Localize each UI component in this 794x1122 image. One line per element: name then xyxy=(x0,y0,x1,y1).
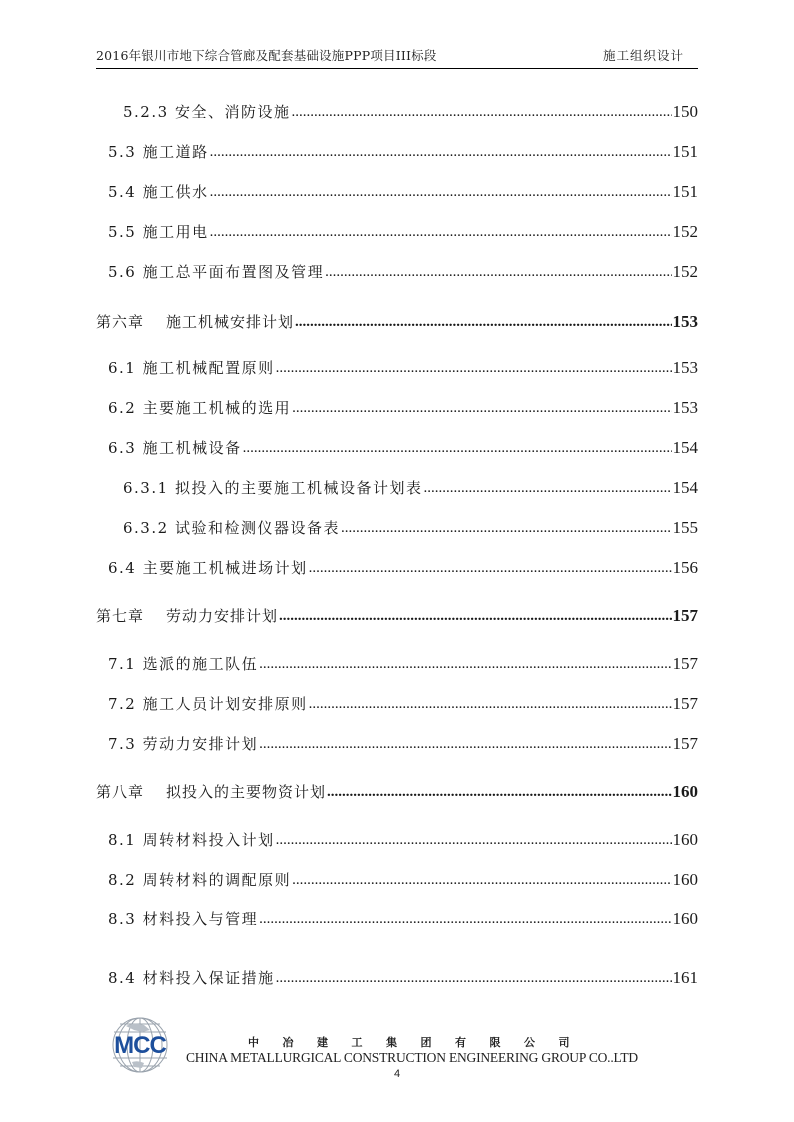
toc-entry-6-3-1[interactable] xyxy=(123,474,698,498)
toc-page: 160 xyxy=(672,830,698,849)
toc-page: 157 xyxy=(672,694,698,713)
toc-number: 5.3 xyxy=(108,143,137,161)
toc-entry-7-2[interactable] xyxy=(108,690,698,714)
toc-number: 7.3 xyxy=(108,735,137,753)
toc-chapter-number: 第七章 xyxy=(96,607,145,625)
dot-leader xyxy=(325,262,671,282)
toc-page: 150 xyxy=(672,102,698,121)
toc-number: 8.4 xyxy=(108,969,137,987)
toc-number: 8.1 xyxy=(108,831,137,849)
dot-leader xyxy=(291,102,671,122)
dot-leader xyxy=(327,782,671,802)
toc-title: 材料投入保证措施 xyxy=(142,969,275,987)
toc-title: 施工总平面布置图及管理 xyxy=(142,263,325,281)
dot-leader xyxy=(309,694,672,714)
toc-title: 选派的施工队伍 xyxy=(142,655,259,673)
document-title: 2016年银川市地下综合管廊及配套基础设施PPP项目III标段 xyxy=(96,48,437,63)
toc-title: 施工道路 xyxy=(142,143,209,161)
page-number: 4 xyxy=(394,1068,401,1080)
toc-page: 154 xyxy=(672,478,698,497)
toc-page: 157 xyxy=(672,606,698,625)
toc-page: 153 xyxy=(672,358,698,377)
toc-page: 156 xyxy=(672,558,698,577)
toc-entry-8-4[interactable] xyxy=(108,964,698,988)
toc-entry-6-3-2[interactable] xyxy=(123,514,698,538)
toc-title: 安全、消防设施 xyxy=(174,103,291,121)
toc-chapter-number: 第六章 xyxy=(96,313,145,331)
dot-leader xyxy=(292,870,671,890)
dot-leader xyxy=(309,558,672,578)
toc-title: 施工机械配置原则 xyxy=(142,359,275,377)
page-header xyxy=(96,42,698,69)
toc-page: 160 xyxy=(672,909,698,928)
dot-leader xyxy=(279,606,671,626)
dot-leader xyxy=(243,438,672,458)
toc-title: 施工用电 xyxy=(142,223,209,241)
toc-number: 7.2 xyxy=(108,695,137,713)
toc-title: 劳动力安排计划 xyxy=(142,735,259,753)
toc-entry-7-3[interactable] xyxy=(108,730,698,754)
toc-number: 5.5 xyxy=(108,223,137,241)
toc-number: 8.3 xyxy=(108,910,137,928)
toc-entry-7-1[interactable] xyxy=(108,650,698,674)
dot-leader xyxy=(259,734,671,754)
toc-entry-5-6[interactable] xyxy=(108,258,698,282)
toc-chapter-8[interactable] xyxy=(96,778,698,802)
toc-number: 6.3 xyxy=(108,439,137,457)
toc-number: 5.2.3 xyxy=(123,103,169,121)
toc-entry-5-4[interactable] xyxy=(108,178,698,202)
toc-page: 157 xyxy=(672,654,698,673)
toc-title: 施工供水 xyxy=(142,183,209,201)
dot-leader xyxy=(276,830,672,850)
toc-entry-6-3[interactable] xyxy=(108,434,698,458)
toc-page: 154 xyxy=(672,438,698,457)
toc-entry-8-3[interactable] xyxy=(108,905,698,929)
toc-number: 7.1 xyxy=(108,655,137,673)
toc-title: 拟投入的主要物资计划 xyxy=(166,783,327,801)
toc-entry-5-2-3[interactable] xyxy=(123,98,698,122)
dot-leader xyxy=(295,312,671,332)
toc-title: 周转材料投入计划 xyxy=(142,831,275,849)
toc-title: 试验和检测仪器设备表 xyxy=(174,519,340,537)
company-name-en: CHINA METALLURGICAL CONSTRUCTION ENGINEERING GROUP CO..LTD xyxy=(186,1050,638,1065)
toc-number: 8.2 xyxy=(108,871,137,889)
toc-title: 主要施工机械的选用 xyxy=(142,399,292,417)
toc-title: 主要施工机械进场计划 xyxy=(142,559,308,577)
dot-leader xyxy=(259,909,671,929)
company-name-cn: 中冶建工集团有限公司 xyxy=(248,1036,593,1049)
toc-title: 材料投入与管理 xyxy=(142,910,259,928)
toc-title: 施工人员计划安排原则 xyxy=(142,695,308,713)
toc-number: 6.2 xyxy=(108,399,137,417)
dot-leader xyxy=(276,358,672,378)
toc-title: 施工机械设备 xyxy=(142,439,242,457)
toc-page: 153 xyxy=(672,398,698,417)
mcc-logo-icon xyxy=(104,1016,176,1074)
toc-page: 151 xyxy=(672,142,698,161)
toc-chapter-7[interactable] xyxy=(96,602,698,626)
toc-page: 160 xyxy=(672,782,698,801)
toc-page: 152 xyxy=(672,262,698,281)
toc-entry-6-2[interactable] xyxy=(108,394,698,418)
page-footer xyxy=(100,1012,700,1082)
toc-number: 5.4 xyxy=(108,183,137,201)
toc-entry-6-1[interactable] xyxy=(108,354,698,378)
dot-leader xyxy=(210,142,672,162)
dot-leader xyxy=(210,182,672,202)
dot-leader xyxy=(292,398,671,418)
toc-page: 153 xyxy=(672,312,698,331)
dot-leader xyxy=(276,968,672,988)
toc-number: 6.3.1 xyxy=(123,479,169,497)
toc-number: 5.6 xyxy=(108,263,137,281)
toc-entry-6-4[interactable] xyxy=(108,554,698,578)
toc-page: 161 xyxy=(672,968,698,987)
toc-number: 6.4 xyxy=(108,559,137,577)
toc-title: 劳动力安排计划 xyxy=(166,607,279,625)
toc-title: 周转材料的调配原则 xyxy=(142,871,292,889)
toc-title: 拟投入的主要施工机械设备计划表 xyxy=(174,479,423,497)
toc-entry-5-5[interactable] xyxy=(108,218,698,242)
toc-entry-8-1[interactable] xyxy=(108,826,698,850)
dot-leader xyxy=(210,222,672,242)
dot-leader xyxy=(423,478,671,498)
toc-chapter-6[interactable] xyxy=(96,308,698,332)
toc-page: 151 xyxy=(672,182,698,201)
toc-page: 155 xyxy=(672,518,698,537)
toc-page: 157 xyxy=(672,734,698,753)
toc-page: 160 xyxy=(672,870,698,889)
document-section: 施工组织设计 xyxy=(602,48,684,63)
toc-page: 152 xyxy=(672,222,698,241)
toc-title: 施工机械安排计划 xyxy=(166,313,295,331)
toc-number: 6.3.2 xyxy=(123,519,169,537)
toc-number: 6.1 xyxy=(108,359,137,377)
toc-chapter-number: 第八章 xyxy=(96,783,145,801)
toc-entry-8-2[interactable] xyxy=(108,866,698,890)
svg-text:MCC: MCC xyxy=(114,1032,166,1059)
dot-leader xyxy=(341,518,672,538)
toc-entry-5-3[interactable] xyxy=(108,138,698,162)
dot-leader xyxy=(259,654,671,674)
